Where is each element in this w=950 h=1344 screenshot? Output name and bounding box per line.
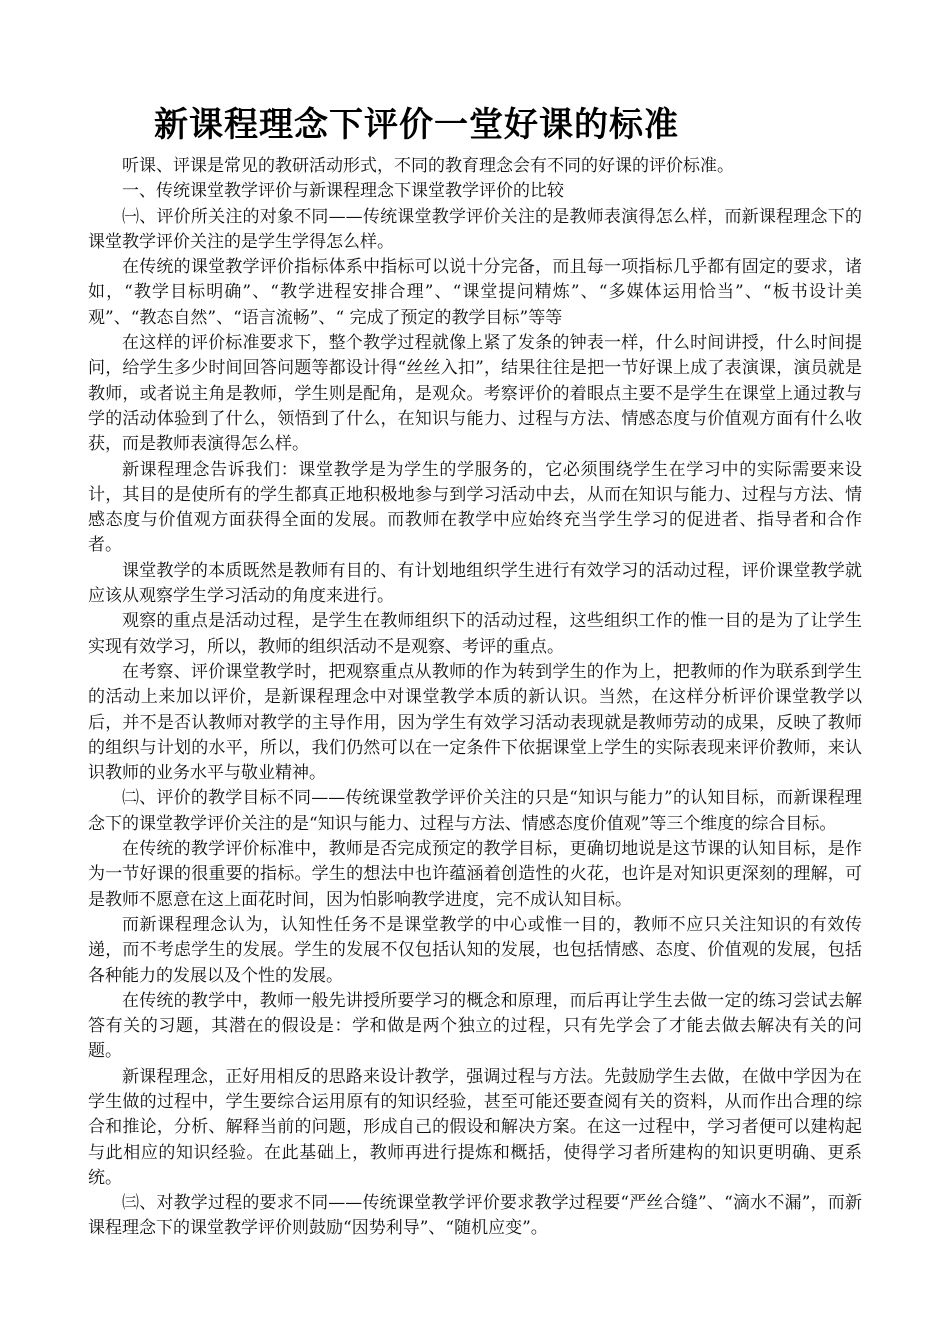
paragraph: 课堂教学的本质既然是教师有目的、有计划地组织学生进行有效学习的活动过程，评价课堂教学就应该从观察学生学习活动的角度来进行。 [88,560,862,607]
paragraph: 新课程理念告诉我们：课堂教学是为学生的学服务的，它必须围绕学生在学习中的实际需要来设计，其目的是使所有的学生都真正地积极地参与到学习活动中去，从而在知识与能力、过程与方法、情感态度与价值观方面获得全面的发展。而教师在教学中应始终充当学生学习的促进者、指导者和合作者。 [88,459,862,556]
document-title: 新课程理念下评价一堂好课的标准 [154,105,679,145]
section-heading-1: 一、传统课堂教学评价与新课程理念下课堂教学评价的比较 [122,181,564,202]
paragraph: 在考察、评价课堂教学时，把观察重点从教师的作为转到学生的作为上，把教师的作为联系到学生的活动上来加以评价，是新课程理念中对课堂教学本质的新认识。当然，在这样分析评价课堂教学以后，并不是否认教师对教学的主导作用，因为学生有效学习活动表现就是教师劳动的成果，反映了教师的组织与计划的水平，所以，我们仍然可以在一定条件下依据课堂上学生的实际表现来评价教师，来认识教师的业务水平与敬业精神。 [88,661,862,784]
subsection-heading-3: ㈢、对教学过程的要求不同——传统课堂教学评价要求教学过程要“严丝合缝”、“滴水不漏”，而新课程理念下的课堂教学评价则鼓励“因势利导”、“随机应变”。 [88,1193,862,1239]
paragraph-intro: 听课、评课是常见的教研活动形式，不同的教育理念会有不同的好课的评价标准。 [122,156,734,176]
paragraph: 在传统的课堂教学评价指标体系中指标可以说十分完备，而且每一项指标几乎都有固定的要求，诸如，“教学目标明确”、“教学进程安排合理”、“课堂提问精炼”、“多媒体运用恰当”、“板书设计美观”、“教态自然”、“语言流畅”、“ 完成了预定的教学目标”等等 [88,257,862,328]
paragraph: 观察的重点是活动过程，是学生在教师组织下的活动过程，这些组织工作的惟一目的是为了让学生实现有效学习，所以，教师的组织活动不是观察、考评的重点。 [88,611,862,657]
subsection-heading-2: ㈡、评价的教学目标不同——传统课堂教学评价关注的只是“知识与能力”的认知目标，而新课程理念下的课堂教学评价关注的是“知识与能力、过程与方法、情感态度价值观”等三个维度的综合目标。 [88,788,862,834]
paragraph: 在这样的评价标准要求下，整个教学过程就像上紧了发条的钟表一样，什么时间讲授，什么时间提问，给学生多少时间回答问题等都设计得“丝丝入扣”，结果往往是把一节好课上成了表演课，演员就是教师，或者说主角是教师，学生则是配角，是观众。考察评价的着眼点主要不是学生在课堂上通过教与学的活动体验到了什么，领悟到了什么，在知识与能力、过程与方法、情感态度与价值观方面有什么收获，而是教师表演得怎么样。 [88,333,862,455]
paragraph: 在传统的教学评价标准中，教师是否完成预定的教学目标，更确切地说是这节课的认知目标，是作为一节好课的很重要的指标。学生的想法中也许蕴涵着创造性的火花，也许是对知识更深刻的理解，可是教师不愿意在这上面花时间，因为怕影响教学进度，完不成认知目标。 [88,839,862,910]
paragraph: 在传统的教学中，教师一般先讲授所要学习的概念和原理，而后再让学生去做一定的练习尝试去解答有关的习题，其潜在的假设是：学和做是两个独立的过程，只有先学会了才能去做去解决有关的问题。 [88,990,862,1062]
subsection-heading-1: ㈠、评价所关注的对象不同——传统课堂教学评价关注的是教师表演得怎么样，而新课程理念下的课堂教学评价关注的是学生学得怎么样。 [88,206,862,252]
paragraph: 而新课程理念认为，认知性任务不是课堂教学的中心或惟一目的，教师不应只关注知识的有效传递，而不考虑学生的发展。学生的发展不仅包括认知的发展，也包括情感、态度、价值观的发展，包括各种能力的发展以及个性的发展。 [88,914,862,986]
document-page [88,102,862,1242]
paragraph: 新课程理念，正好用相反的思路来设计教学，强调过程与方法。先鼓励学生去做，在做中学因为在学生做的过程中，学生要综合运用原有的知识经验，甚至可能还要查阅有关的资料，从而作出合理的综合和推论，分析、解释当前的问题，形成自己的假设和解决方案。在这一过程中，学习者便可以建构起与此相应的知识经验。在此基础上，教师再进行提炼和概括，使得学习者所建构的知识更明确、更系统。 [88,1066,862,1188]
document-body [88,154,862,1242]
